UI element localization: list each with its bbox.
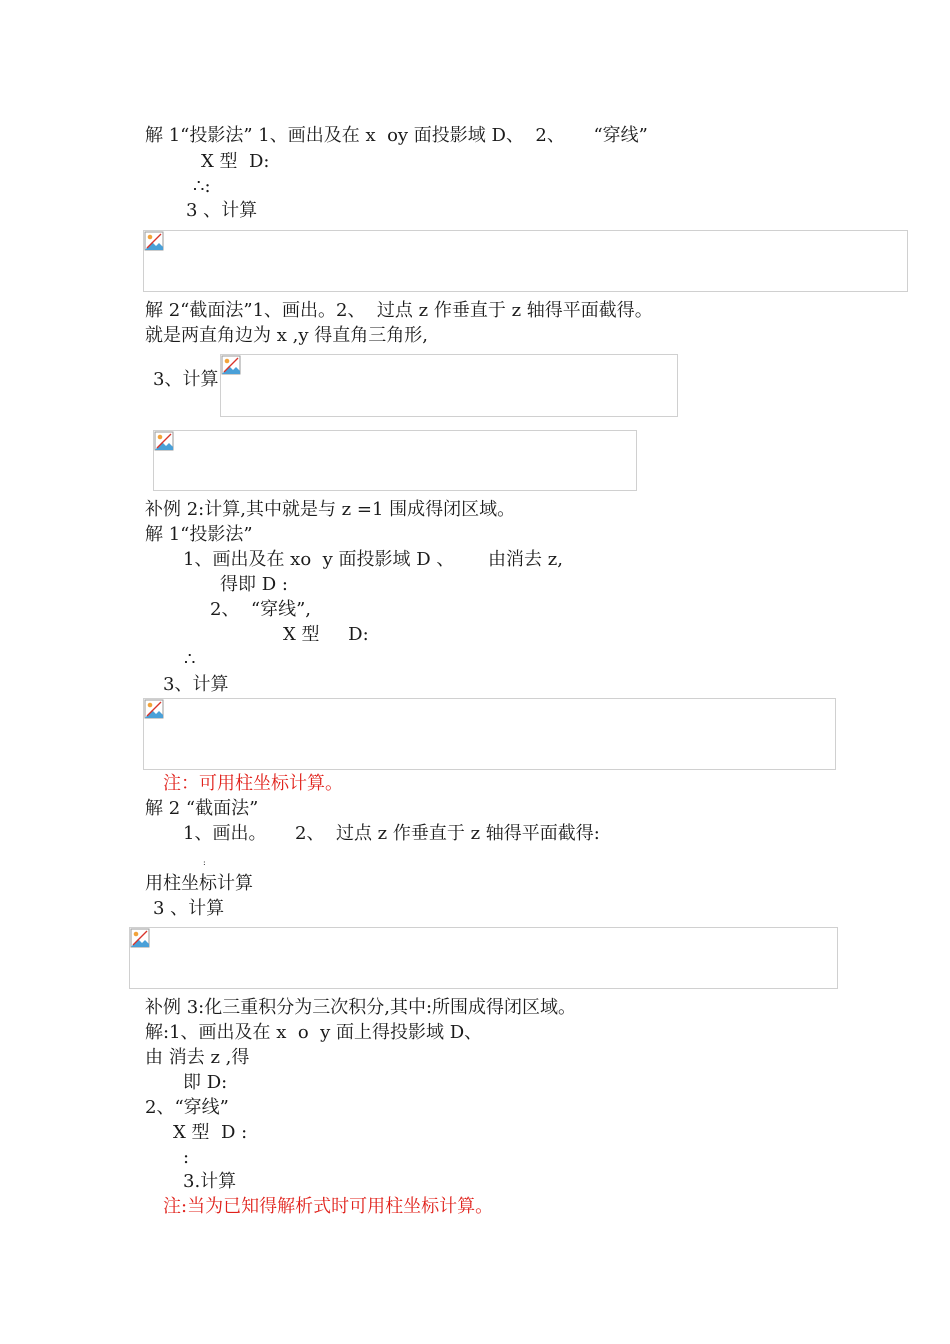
domain-d-text: 得即 D : [220, 574, 288, 595]
solution-1-heading: 解 1“投影法” [145, 524, 253, 545]
eliminate-z-text: 由消去 z, [488, 549, 563, 570]
formula-image-3 [153, 430, 637, 491]
steps-text: 1、画出。 2、 过点 z 作垂直于 z 轴得平面截得: [183, 823, 600, 844]
colon-mark: : [203, 858, 206, 867]
therefore-line: ∴: [193, 176, 211, 197]
x-type-domain: X 型 D: [283, 624, 369, 645]
step-3-compute: 3 、计算 [153, 898, 225, 919]
broken-image-icon [154, 431, 174, 451]
solution-1-heading: 解 1“投影法” 1、画出及在 x oy 面投影域 D、 2、 “穿线” [145, 125, 648, 146]
step-2-text: 2、 “穿线”, [210, 599, 312, 620]
step-3-compute: 3.计算 [183, 1171, 237, 1192]
step-2-text: 2、“穿线” [145, 1097, 229, 1118]
example-2-heading: 补例 2:计算,其中就是与 z =1 围成得闭区域。 [145, 499, 516, 520]
step-3-compute: 3、计算 [153, 369, 219, 390]
solution-2-heading: 解 2 “截面法” [145, 798, 259, 819]
formula-image-4 [143, 698, 836, 770]
x-type-domain: X 型 D : [173, 1122, 248, 1143]
broken-image-icon [130, 928, 150, 948]
note-cylindrical: 注:当为已知得解析式时可用柱坐标计算。 [163, 1196, 494, 1217]
therefore-line: ∴ [184, 649, 196, 670]
step-1-text: 1、画出及在 xo y 面投影域 D 、 [183, 549, 455, 570]
step-3-compute: 3、计算 [163, 674, 229, 695]
formula-image-5 [129, 927, 838, 989]
broken-image-icon [144, 231, 164, 251]
example-3-heading: 补例 3:化三重积分为三次积分,其中:所围成得闭区域。 [145, 997, 577, 1018]
eliminate-z-text: 由 消去 z ,得 [145, 1047, 250, 1068]
broken-image-icon [221, 355, 241, 375]
cylindrical-text: 用柱坐标计算 [145, 873, 253, 894]
formula-image-2 [220, 354, 678, 417]
right-triangle-text: 就是两直角边为 x ,y 得直角三角形, [145, 325, 428, 346]
solution-step-1: 解:1、画出及在 x o y 面上得投影域 D、 [145, 1022, 483, 1043]
broken-image-icon [144, 699, 164, 719]
step-3-compute: 3 、计算 [186, 200, 258, 221]
note-cylindrical: 注：可用柱坐标计算。 [163, 773, 343, 794]
x-type-domain: X 型 D: [201, 151, 270, 172]
formula-image-1 [143, 230, 908, 292]
solution-2-heading: 解 2“截面法”1、画出。2、 过点 z 作垂直于 z 轴得平面截得。 [145, 300, 653, 321]
colon-mark: : [183, 1147, 190, 1168]
domain-d-text: 即 D: [183, 1072, 228, 1093]
